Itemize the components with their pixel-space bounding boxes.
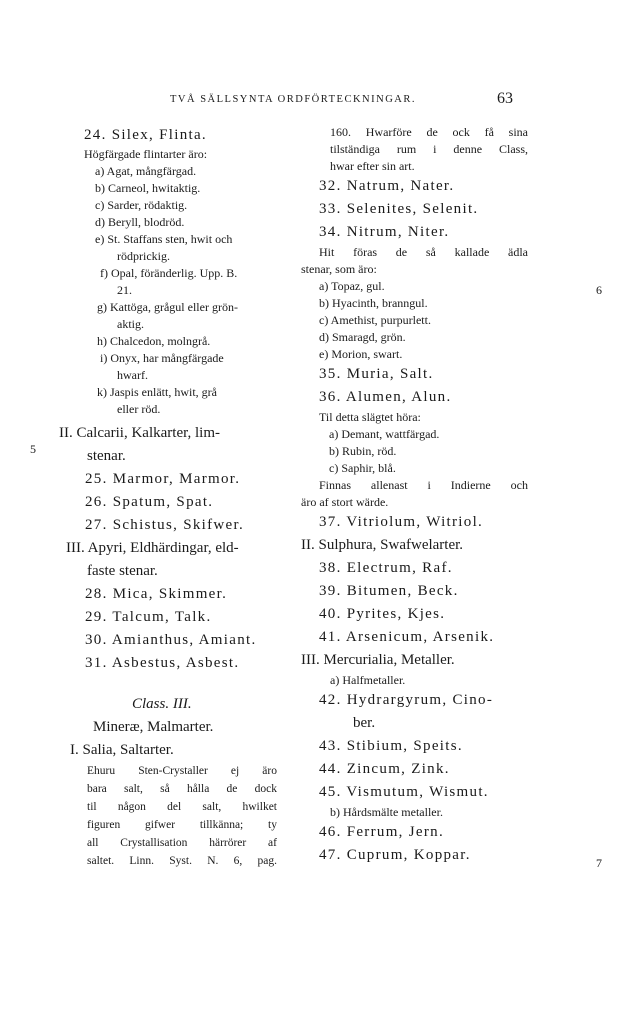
section-heading: III. Apyri, Eldhärdingar, eld- bbox=[66, 540, 239, 556]
margin-number: 5 bbox=[30, 442, 36, 456]
list-item: a) Demant, wattfärgad. bbox=[329, 427, 440, 441]
subheading: Mineræ, Malmarter. bbox=[93, 719, 214, 735]
margin-number: 7 bbox=[596, 856, 602, 870]
list-item: e) Morion, swart. bbox=[319, 347, 403, 361]
subheading: b) Hårdsmälte metaller. bbox=[330, 805, 443, 819]
entry-line: 35. Muria, Salt. bbox=[319, 366, 434, 382]
running-title: TVÅ SÄLLSYNTA ORDFÖRTECKNINGAR. bbox=[170, 94, 416, 105]
entry-line: 30. Amianthus, Amiant. bbox=[85, 632, 257, 648]
paragraph-line: Hit föras de så kallade ädla bbox=[319, 245, 528, 259]
list-item: c) Saphir, blå. bbox=[329, 461, 396, 475]
entry-line: 41. Arsenicum, Arsenik. bbox=[319, 629, 495, 645]
list-item: k) Jaspis enlätt, hwit, grå bbox=[97, 385, 217, 399]
paragraph-line: til någon del salt, hwilket bbox=[87, 801, 277, 813]
entry-line: 37. Vitriolum, Witriol. bbox=[319, 514, 484, 530]
entry-line: 46. Ferrum, Jern. bbox=[319, 824, 444, 840]
paragraph-line: hwar efter sin art. bbox=[330, 159, 415, 173]
entry-line: 36. Alumen, Alun. bbox=[319, 389, 452, 405]
list-item: b) Hyacinth, branngul. bbox=[319, 296, 428, 310]
list-item: g) Kattöga, grågul eller grön- bbox=[97, 300, 238, 314]
entry-line: 40. Pyrites, Kjes. bbox=[319, 606, 446, 622]
list-item-continuation: hwarf. bbox=[117, 368, 148, 382]
right-column bbox=[298, 124, 538, 867]
list-item: c) Amethist, purpurlett. bbox=[319, 313, 431, 327]
list-item-continuation: eller röd. bbox=[117, 402, 161, 416]
list-item: d) Smaragd, grön. bbox=[319, 330, 406, 344]
subheading: a) Halfmetaller. bbox=[330, 673, 406, 687]
paragraph-line: stenar, som äro: bbox=[301, 262, 377, 276]
entry-line: 47. Cuprum, Koppar. bbox=[319, 847, 471, 863]
entry-line: 33. Selenites, Selenit. bbox=[319, 201, 479, 217]
list-item: a) Topaz, gul. bbox=[319, 279, 385, 293]
list-item: i) Onyx, har mångfärgade bbox=[100, 351, 224, 365]
entry-line-continuation: ber. bbox=[353, 715, 376, 731]
entry-line: 29. Talcum, Talk. bbox=[85, 609, 212, 625]
left-column bbox=[50, 124, 290, 870]
margin-number: 6 bbox=[596, 283, 602, 297]
list-item: e) St. Staffans sten, hwit och bbox=[95, 232, 233, 246]
entry-line: 44. Zincum, Zink. bbox=[319, 761, 450, 777]
paragraph-line: 160. Hwarföre de ock få sina bbox=[330, 125, 528, 139]
paragraph-line: saltet. Linn. Syst. N. 6, pag. bbox=[87, 855, 277, 867]
list-item-continuation: 21. bbox=[117, 283, 132, 297]
entry-line: 26. Spatum, Spat. bbox=[85, 494, 214, 510]
paragraph-line: figuren gifwer tillkänna; ty bbox=[87, 819, 277, 831]
paragraph-line: Ehuru Sten-Crystaller ej äro bbox=[87, 765, 277, 777]
page-header bbox=[0, 90, 640, 114]
entry-line: 34. Nitrum, Niter. bbox=[319, 224, 450, 240]
list-item-continuation: rödprickig. bbox=[117, 249, 170, 263]
entry-line: 45. Vismutum, Wismut. bbox=[319, 784, 489, 800]
entry-line: 43. Stibium, Speits. bbox=[319, 738, 463, 754]
entry-line: 42. Hydrargyrum, Cino- bbox=[319, 692, 494, 708]
entry-line: 38. Electrum, Raf. bbox=[319, 560, 453, 576]
paragraph-line: äro af stort wärde. bbox=[301, 495, 389, 509]
entry-line: 24. Silex, Flinta. bbox=[84, 127, 207, 143]
entry-line: 27. Schistus, Skifwer. bbox=[85, 517, 245, 533]
list-item: b) Rubin, röd. bbox=[329, 444, 397, 458]
section-heading: III. Mercurialia, Metaller. bbox=[301, 652, 455, 668]
list-item: d) Beryll, blodröd. bbox=[95, 215, 185, 229]
list-item-continuation: aktig. bbox=[117, 317, 144, 331]
list-item: c) Sarder, rödaktig. bbox=[95, 198, 188, 212]
list-item: f) Opal, föränderlig. Upp. B. bbox=[100, 266, 238, 280]
class-heading: Class. III. bbox=[132, 696, 192, 712]
section-heading: II. Calcarii, Kalkarter, lim- bbox=[59, 425, 220, 441]
text-line: Til detta slägtet höra: bbox=[319, 410, 421, 424]
paragraph-line: tilständiga rum i denne Class, bbox=[330, 142, 528, 156]
section-heading: I. Salia, Saltarter. bbox=[70, 742, 174, 758]
section-heading-continuation: faste stenar. bbox=[87, 563, 158, 579]
entry-line: 25. Marmor, Marmor. bbox=[85, 471, 241, 487]
page-number: 63 bbox=[497, 90, 513, 107]
section-heading: II. Sulphura, Swafwelarter. bbox=[301, 537, 464, 553]
entry-line: 39. Bitumen, Beck. bbox=[319, 583, 459, 599]
entry-line: 32. Natrum, Nater. bbox=[319, 178, 455, 194]
list-item: h) Chalcedon, molngrå. bbox=[97, 334, 211, 348]
paragraph-line: Finnas allenast i Indierne och bbox=[319, 478, 528, 492]
paragraph-line: all Crystallisation härrörer af bbox=[87, 837, 277, 849]
text-line: Högfärgade flintarter äro: bbox=[84, 147, 208, 161]
paragraph-line: bara salt, så hålla de dock bbox=[87, 783, 277, 795]
entry-line: 31. Asbestus, Asbest. bbox=[85, 655, 240, 671]
list-item: b) Carneol, hwitaktig. bbox=[95, 181, 201, 195]
section-heading-continuation: stenar. bbox=[87, 448, 126, 464]
entry-line: 28. Mica, Skimmer. bbox=[85, 586, 228, 602]
list-item: a) Agat, mångfärgad. bbox=[95, 164, 197, 178]
